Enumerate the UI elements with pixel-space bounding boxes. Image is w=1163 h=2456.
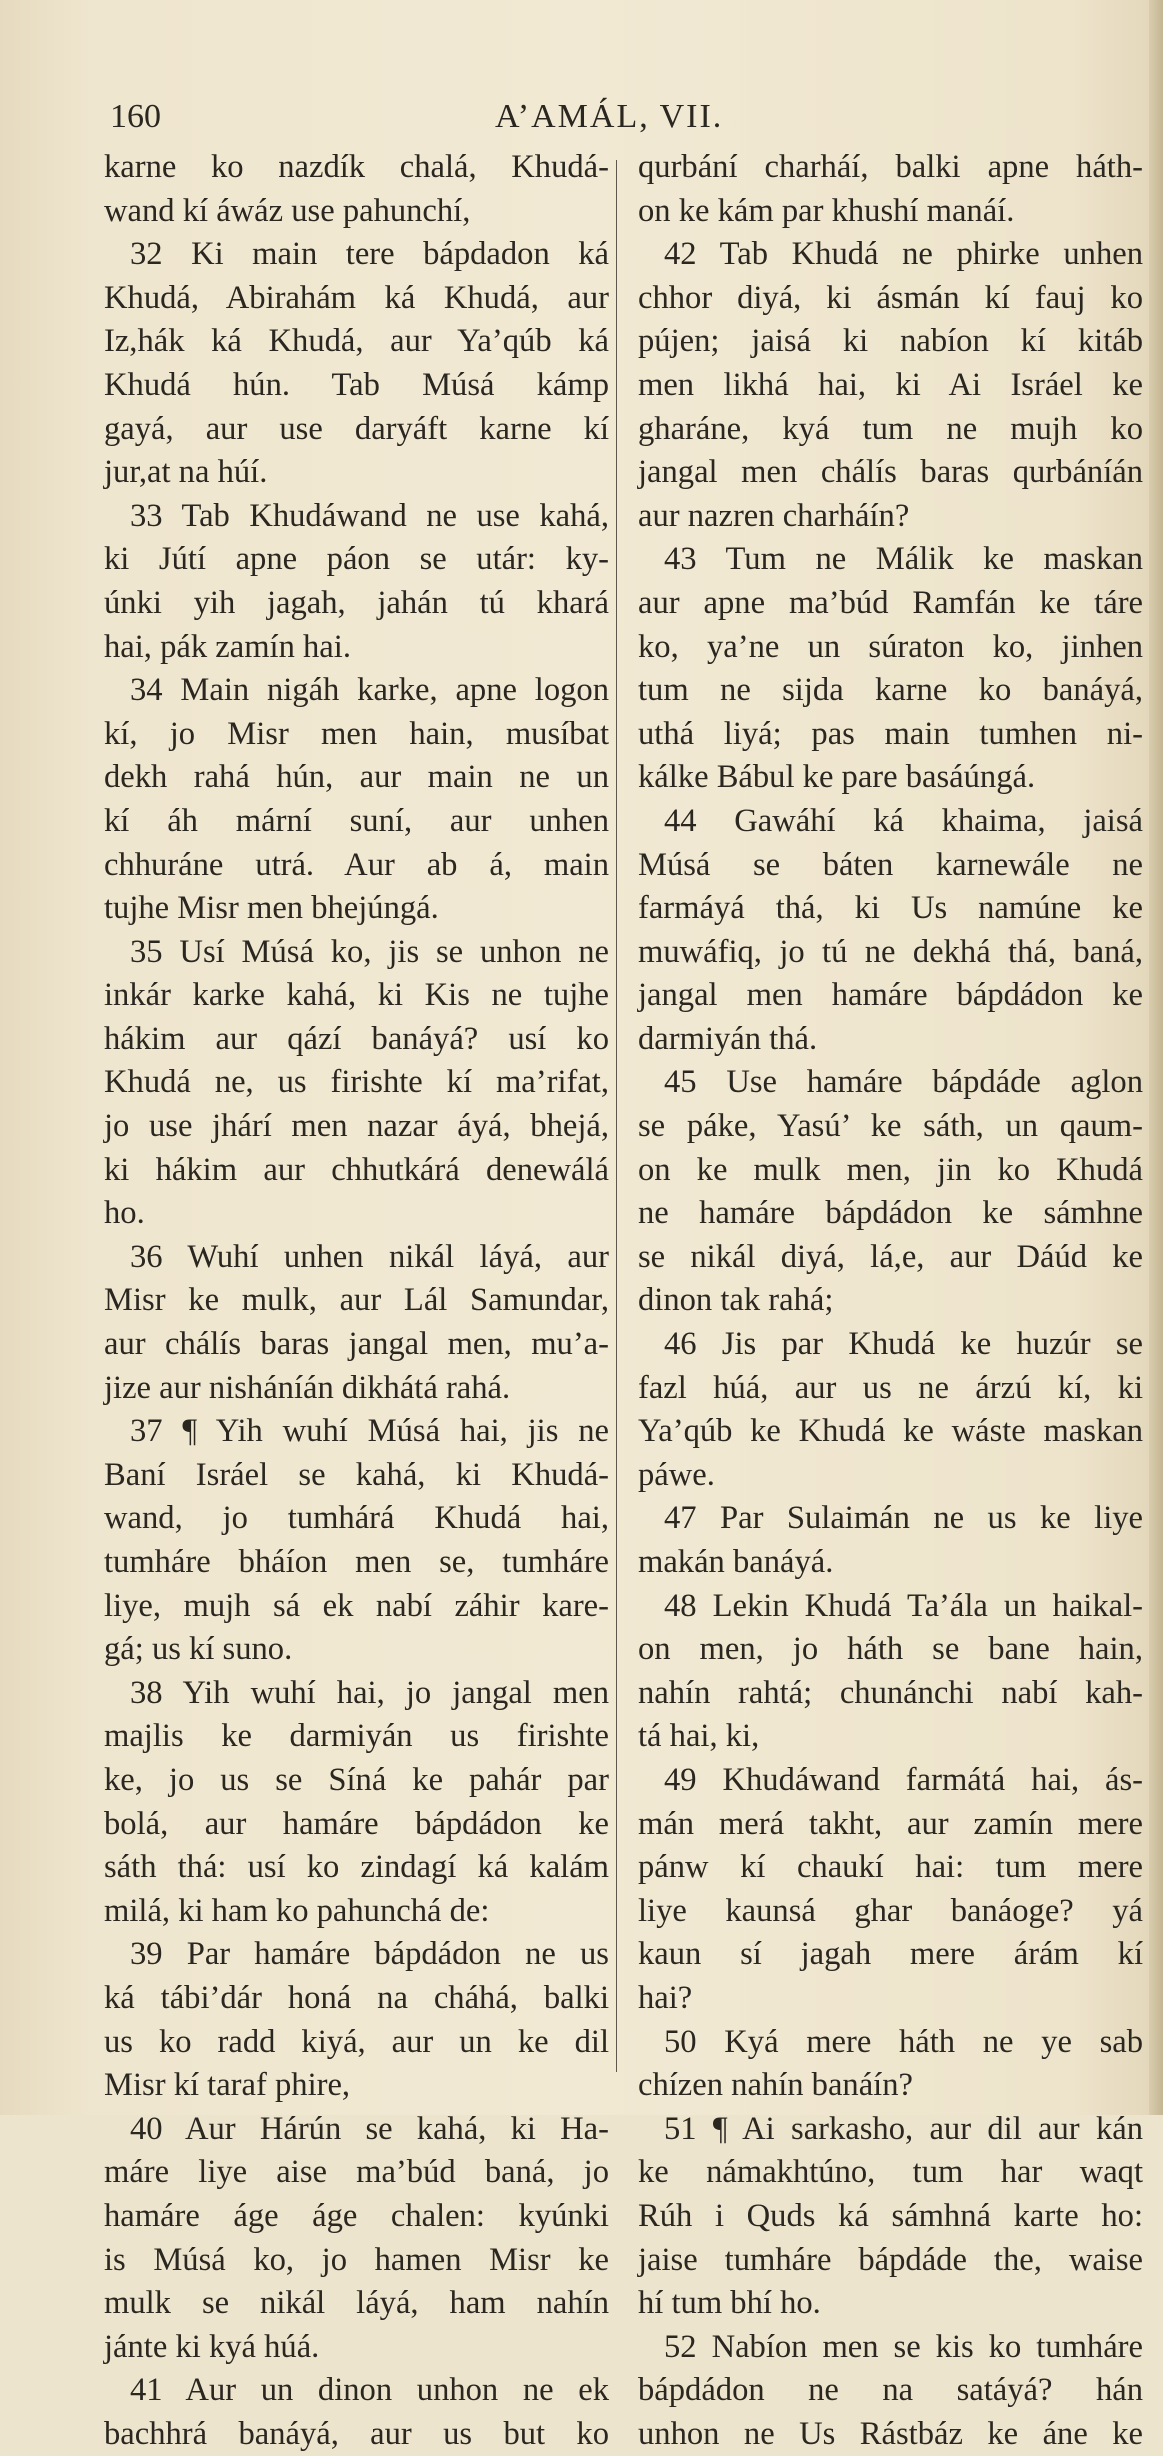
text-line: chhuráne utrá. Aur ab á, main bbox=[104, 846, 609, 883]
page-number: 160 bbox=[110, 98, 161, 135]
text-line: tumháre bháíon men se, tumháre bbox=[104, 1544, 609, 1580]
text-line: milá, ki ham ko pahunchá de: bbox=[104, 1892, 490, 1929]
text-line: ne hamáre bápdádon ke sámhne bbox=[638, 1195, 1143, 1232]
text-line: us ko radd kiyá, aur un ke dil bbox=[104, 2023, 609, 2060]
text-line: ki Jútí apne páon se utár: ky- bbox=[104, 541, 609, 578]
text-line: dinon tak rahá; bbox=[638, 1282, 834, 1319]
text-line: mulk se nikál láyá, ham nahín bbox=[104, 2285, 609, 2322]
text-line: muwáfiq, jo tú ne dekhá thá, baná, bbox=[638, 933, 1143, 970]
text-line: se nikál diyá, lá,e, aur Dáúd ke bbox=[638, 1238, 1143, 1275]
text-line: kaun sí jagah mere árám kí bbox=[638, 1936, 1143, 1973]
text-line: ki hákim aur chhutkárá denewálá bbox=[104, 1151, 609, 1188]
text-line: jánte ki kyá húá. bbox=[104, 2328, 320, 2365]
text-line: hai, pák zamín hai. bbox=[104, 628, 351, 665]
text-line: Ya’qúb ke Khudá ke wáste maskan bbox=[638, 1413, 1143, 1450]
text-line: 43 Tum ne Málik ke maskan bbox=[664, 541, 1143, 578]
text-line: ká tábi’dár honá na cháhá, balki bbox=[104, 1979, 609, 2016]
text-line: Khudá, Abirahám ká Khudá, aur bbox=[104, 279, 609, 316]
running-title: A’AMÁL, VII. bbox=[495, 98, 724, 135]
text-line: 44 Gawáhí ká khaima, jaisá bbox=[664, 802, 1143, 839]
text-line: 33 Tab Khudáwand ne use kahá, bbox=[130, 497, 609, 534]
text-line: kí, jo Misr men hain, musíbat bbox=[104, 715, 609, 752]
text-line: únki yih jagah, jahán tú khará bbox=[104, 584, 609, 621]
text-line: Baní Isráel se kahá, ki Khudá- bbox=[104, 1456, 609, 1493]
text-line: 47 Par Sulaimán ne us ke liye bbox=[664, 1500, 1143, 1537]
text-line: liye kaunsá ghar banáoge? yá bbox=[638, 1892, 1143, 1929]
page-edge bbox=[1149, 0, 1163, 2115]
text-line: 50 Kyá mere háth ne ye sab bbox=[664, 2023, 1143, 2060]
text-line: karne ko nazdík chalá, Khudá- bbox=[104, 149, 609, 185]
text-line: fazl húá, aur us ne árzú kí, ki bbox=[638, 1369, 1143, 1406]
text-line: bachhrá banáyá, aur us but ko bbox=[104, 2415, 609, 2452]
text-line: qurbání charháí, balki apne háth- bbox=[638, 149, 1143, 185]
text-line: uthá liyá; pas main tumhen ni- bbox=[638, 715, 1143, 752]
text-line: dekh rahá hún, aur main ne un bbox=[104, 759, 609, 796]
text-line: bolá, aur hamáre bápdádon ke bbox=[104, 1805, 609, 1842]
text-line: on ke kám par khushí manáí. bbox=[638, 192, 1015, 229]
text-line: hí tum bhí ho. bbox=[638, 2285, 821, 2322]
text-line: gharáne, kyá tum ne mujh ko bbox=[638, 410, 1143, 447]
text-line: chízen nahín banáín? bbox=[638, 2067, 913, 2104]
text-line: jaise tumháre bápdáde the, waise bbox=[638, 2241, 1143, 2278]
text-line: 40 Aur Hárún se kahá, ki Ha- bbox=[130, 2110, 609, 2147]
text-line: 38 Yih wuhí hai, jo jangal men bbox=[130, 1674, 609, 1711]
left-column bbox=[104, 146, 609, 2456]
text-line: 45 Use hamáre bápdáde aglon bbox=[664, 1064, 1143, 1101]
text-line: bápdádon ne na satáyá? hán bbox=[638, 2372, 1143, 2409]
text-line: men likhá hai, ki Ai Isráel ke bbox=[638, 366, 1143, 403]
text-line: hai? bbox=[638, 1979, 693, 2016]
text-line: Khudá hún. Tab Músá kámp bbox=[104, 366, 609, 403]
text-line: páwe. bbox=[638, 1456, 715, 1493]
text-line: is Músá ko, jo hamen Misr ke bbox=[104, 2241, 609, 2278]
text-line: tá hai, ki, bbox=[638, 1718, 760, 1755]
text-line: on men, jo háth se bane hain, bbox=[638, 1631, 1143, 1668]
text-line: chhor diyá, ki ásmán kí fauj ko bbox=[638, 279, 1143, 316]
text-line: máre liye aise ma’búd baná, jo bbox=[104, 2154, 609, 2191]
text-line: jangal men hamáre bápdádon ke bbox=[638, 977, 1143, 1014]
text-line: se páke, Yasú’ ke sáth, un qaum- bbox=[638, 1108, 1143, 1145]
text-line: Músá se báten karnewále ne bbox=[638, 846, 1143, 883]
text-line: 32 Ki main tere bápdadon ká bbox=[130, 236, 609, 273]
text-line: wand, jo tumhárá Khudá hai, bbox=[104, 1500, 609, 1537]
text-line: gayá, aur use daryáft karne kí bbox=[104, 410, 609, 447]
text-line: tujhe Misr men bhejúngá. bbox=[104, 890, 439, 927]
text-line: liye, mujh sá ek nabí záhir kare- bbox=[104, 1587, 609, 1624]
text-line: 48 Lekin Khudá Ta’ála un haikal- bbox=[664, 1587, 1143, 1624]
text-line: 51 ¶ Ai sarkasho, aur dil aur kán bbox=[664, 2110, 1143, 2147]
text-line: aur chálís baras jangal men, mu’a- bbox=[104, 1326, 609, 1363]
text-line: jangal men chálís baras qurbáníán bbox=[638, 454, 1143, 491]
text-line: 37 ¶ Yih wuhí Músá hai, jis ne bbox=[130, 1413, 609, 1450]
text-line: unhon ne Us Rástbáz ke áne ke bbox=[638, 2415, 1143, 2452]
text-line: mán merá takht, aur zamín mere bbox=[638, 1805, 1143, 1842]
text-line: pánw kí chaukí hai: tum mere bbox=[638, 1849, 1143, 1886]
text-line: nahín rahtá; chunánchi nabí kah- bbox=[638, 1674, 1143, 1711]
text-line: ke, jo us se Síná ke pahár par bbox=[104, 1761, 609, 1798]
text-line: Iz,hák ká Khudá, aur Ya’qúb ká bbox=[104, 323, 609, 360]
text-line: 42 Tab Khudá ne phirke unhen bbox=[664, 236, 1143, 273]
text-line: farmáyá thá, ki Us namúne ke bbox=[638, 890, 1143, 927]
text-line: 34 Main nigáh karke, apne logon bbox=[130, 672, 609, 709]
text-line: tum ne sijda karne ko banáyá, bbox=[638, 672, 1143, 709]
text-line: Misr ke mulk, aur Lál Samundar, bbox=[104, 1282, 609, 1319]
text-line: hákim aur qází banáyá? usí ko bbox=[104, 1020, 609, 1057]
text-line: Misr kí taraf phire, bbox=[104, 2067, 351, 2104]
text-line: aur nazren charháín? bbox=[638, 497, 910, 534]
text-line: sáth thá: usí ko zindagí ká kalám bbox=[104, 1849, 609, 1886]
text-line: 41 Aur un dinon unhon ne ek bbox=[130, 2372, 609, 2409]
text-line: 39 Par hamáre bápdádon ne us bbox=[130, 1936, 609, 1973]
right-column bbox=[638, 146, 1143, 2456]
text-line: jur,at na húí. bbox=[104, 454, 268, 491]
text-line: 35 Usí Músá ko, jis se unhon ne bbox=[130, 933, 609, 970]
text-line: jize aur nisháníán dikhátá rahá. bbox=[104, 1369, 511, 1406]
text-line: ho. bbox=[104, 1195, 145, 1232]
text-line: on ke mulk men, jin ko Khudá bbox=[638, 1151, 1143, 1188]
text-line: kálke Bábul ke pare basáúngá. bbox=[638, 759, 1036, 796]
text-line: kí áh mární suní, aur unhen bbox=[104, 802, 609, 839]
text-line: 52 Nabíon men se kis ko tumháre bbox=[664, 2328, 1143, 2365]
text-line: darmiyán thá. bbox=[638, 1020, 818, 1057]
text-line: jo use jhárí men nazar áyá, bhejá, bbox=[104, 1108, 609, 1145]
text-line: Khudá ne, us firishte kí ma’rifat, bbox=[104, 1064, 609, 1101]
text-line: majlis ke darmiyán us firishte bbox=[104, 1718, 609, 1755]
text-line: ko, ya’ne un súraton ko, jinhen bbox=[638, 628, 1143, 665]
text-line: 49 Khudáwand farmátá hai, ás- bbox=[664, 1761, 1143, 1798]
text-line: hamáre áge áge chalen: kyúnki bbox=[104, 2197, 609, 2234]
text-line: ke námakhtúno, tum har waqt bbox=[638, 2154, 1143, 2191]
text-line: 36 Wuhí unhen nikál láyá, aur bbox=[130, 1238, 609, 1275]
column-divider bbox=[616, 160, 617, 2072]
text-line: makán banáyá. bbox=[638, 1544, 834, 1580]
text-line: pújen; jaisá ki nabíon kí kitáb bbox=[638, 323, 1143, 360]
text-line: gá; us kí suno. bbox=[104, 1631, 293, 1668]
text-line: inkár karke kahá, ki Kis ne tujhe bbox=[104, 977, 609, 1014]
text-line: 46 Jis par Khudá ke huzúr se bbox=[664, 1326, 1143, 1363]
text-line: wand kí áwáz use pahunchí, bbox=[104, 192, 471, 229]
text-line: aur apne ma’búd Ramfán ke táre bbox=[638, 584, 1143, 621]
text-line: Rúh i Quds ká sámhná karte ho: bbox=[638, 2197, 1143, 2234]
